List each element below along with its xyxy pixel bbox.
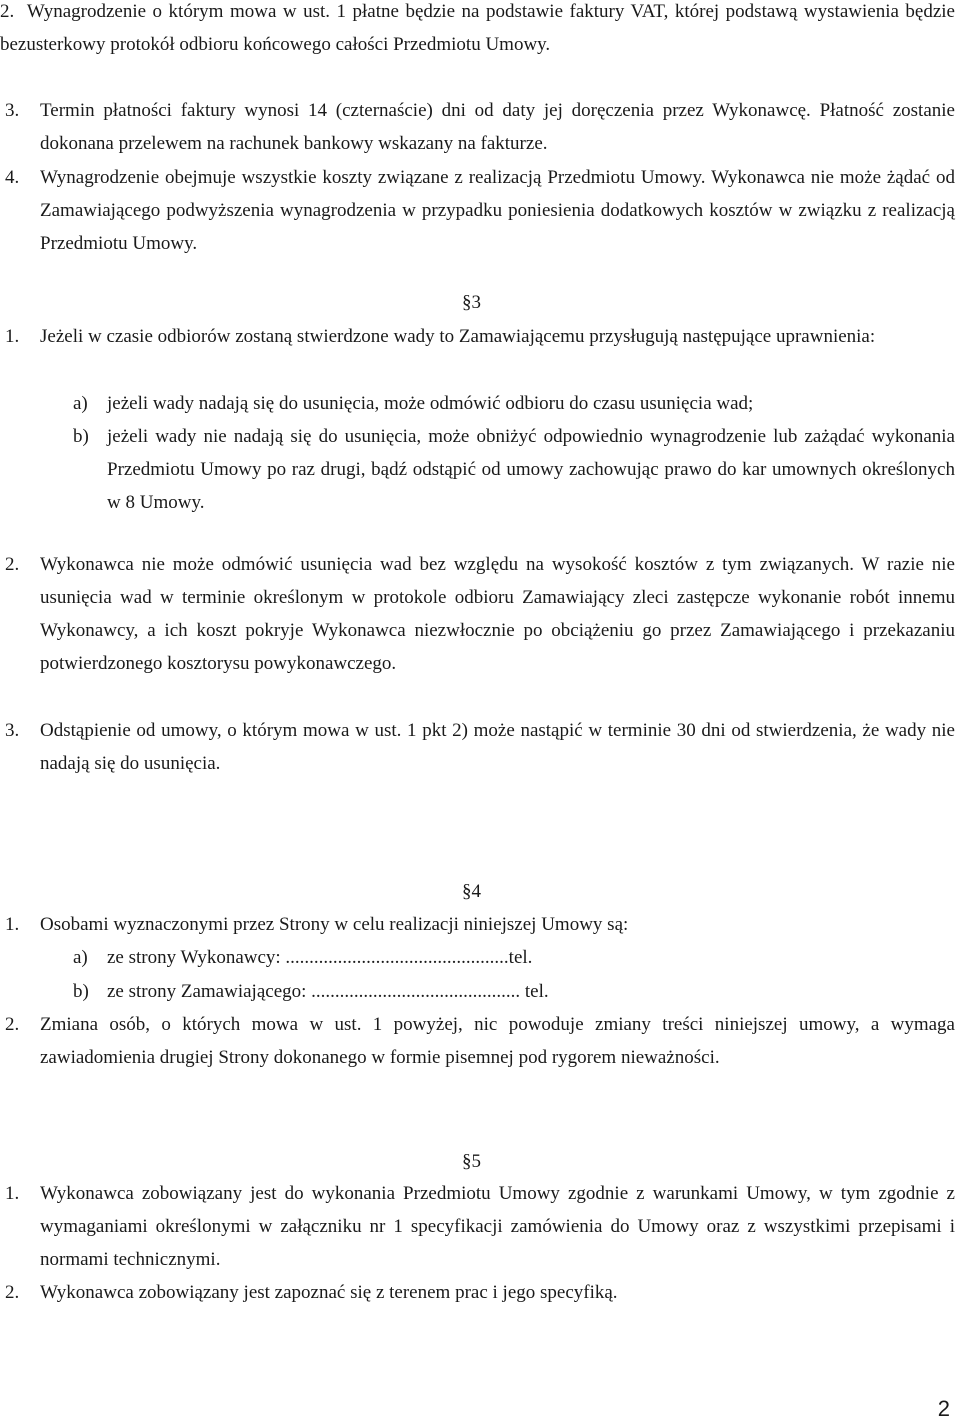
- sec3-item-a-letter: a): [73, 393, 88, 414]
- sec3-para-3-num: 3.: [5, 720, 20, 741]
- sec2-para-2: [0, 0, 955, 61]
- sec3-item-b-letter: b): [73, 426, 89, 447]
- sec3-para-3-text: Odstąpienie od umowy, o którym mowa w ust. 1 pkt 2) może nastąpić w terminie 30 dni od stwierdzenia, że wady nie nadają się do usunięcia.: [40, 720, 955, 774]
- sec4-item-b-text: ze strony Zamawiającego: ............................................ tel.: [107, 981, 549, 1002]
- sec4-para-1-text: Osobami wyznaczonymi przez Strony w celu realizacji niniejszej Umowy są:: [40, 914, 629, 935]
- sec3-item-a-text: jeżeli wady nadają się do usunięcia, może odmówić odbioru do czasu usunięcia wad;: [107, 393, 754, 414]
- sec4-item-a-letter: a): [73, 947, 88, 968]
- sec3-item-a: [0, 387, 955, 420]
- sec3-para-2-num: 2.: [5, 554, 20, 575]
- sec2-para-2-text: Wynagrodzenie o którym mowa w ust. 1 płatne będzie na podstawie faktury VAT, której podstawą wystawienia będzie bezusterkowy protokół odbioru końcowego całości Przedmiotu Umowy.: [0, 1, 955, 55]
- sec4-para-2-num: 2.: [5, 1014, 20, 1035]
- sec4-para-2-text: Zmiana osób, o których mowa w ust. 1 powyżej, nic powoduje zmiany treści niniejszej umowy, a wymaga zawiadomienia drugiej Strony dokonanego w formie pisemnej pod rygorem nieważności.: [40, 1014, 955, 1068]
- sec4-para-1-num: 1.: [5, 914, 20, 935]
- sec5-para-2-num: 2.: [5, 1282, 20, 1303]
- section-5-heading: §5: [462, 1151, 481, 1172]
- sec3-para-2-text: Wykonawca nie może odmówić usunięcia wad bez względu na wysokość kosztów z tym związanych. W razie nie usunięcia wad w terminie określonym w protokole odbioru Zamawiający zleci zastępcze wykonanie robót innemu Wykonawcy, a ich koszt pokryje Wykonawca niezwłocznie po obciążeniu go przez Zamawiającego i przekazaniu potwierdzonego kosztorysu powykonawczego.: [40, 554, 955, 674]
- sec2-para-2-num: 2.: [0, 1, 15, 22]
- sec5-para-1-num: 1.: [5, 1183, 20, 1204]
- sec4-item-b-letter: b): [73, 981, 89, 1002]
- sec2-para-3-text: Termin płatności faktury wynosi 14 (czternaście) dni od daty jej doręczenia przez Wykonawcę. Płatność zostanie dokonana przelewem na rachunek bankowy wskazany na fakturze.: [40, 100, 955, 154]
- sec5-para-1: [0, 1177, 955, 1276]
- sec4-item-a: [0, 941, 955, 974]
- section-3-heading: §3: [462, 292, 481, 313]
- sec4-item-b: [0, 975, 955, 1008]
- sec3-item-b: [0, 420, 955, 519]
- sec5-para-2-text: Wykonawca zobowiązany jest zapoznać się z terenem prac i jego specyfiką.: [40, 1282, 618, 1303]
- sec3-para-1: [0, 320, 955, 353]
- sec3-para-2: [0, 548, 955, 680]
- sec4-para-2: [0, 1008, 955, 1074]
- sec5-para-2: [0, 1276, 955, 1309]
- sec3-para-3: [0, 714, 955, 780]
- sec4-para-1: [0, 908, 955, 941]
- sec2-para-3: [0, 94, 955, 160]
- sec3-item-b-text: jeżeli wady nie nadają się do usunięcia, może obniżyć odpowiednio wynagrodzenie lub zażądać wykonania Przedmiotu Umowy po raz drugi, bądź odstąpić od umowy zachowując prawo do kar umownych określonych w 8 Umowy.: [107, 426, 955, 513]
- sec2-para-4-text: Wynagrodzenie obejmuje wszystkie koszty związane z realizacją Przedmiotu Umowy. Wykonawca nie może żądać od Zamawiającego podwyższenia wynagrodzenia w przypadku poniesienia dodatkowych kosztów w związku z realizacją Przedmiotu Umowy.: [40, 167, 955, 254]
- sec5-para-1-text: Wykonawca zobowiązany jest do wykonania Przedmiotu Umowy zgodnie z warunkami Umowy, w tym zgodnie z wymaganiami określonymi w załączniku nr 1 specyfikacji zamówienia do Umowy oraz z wszystkimi przepisami i normami technicznymi.: [40, 1183, 955, 1270]
- sec2-para-3-num: 3.: [5, 100, 20, 121]
- sec4-item-a-text: ze strony Wykonawcy: ...............................................tel.: [107, 947, 533, 968]
- sec2-para-4-num: 4.: [5, 167, 20, 188]
- section-4-heading: §4: [462, 881, 481, 902]
- sec3-para-1-text: Jeżeli w czasie odbiorów zostaną stwierdzone wady to Zamawiającemu przysługują następujące uprawnienia:: [40, 326, 876, 347]
- sec3-para-1-num: 1.: [5, 326, 20, 347]
- sec2-para-4: [0, 161, 955, 260]
- page-number: 2: [937, 1396, 950, 1421]
